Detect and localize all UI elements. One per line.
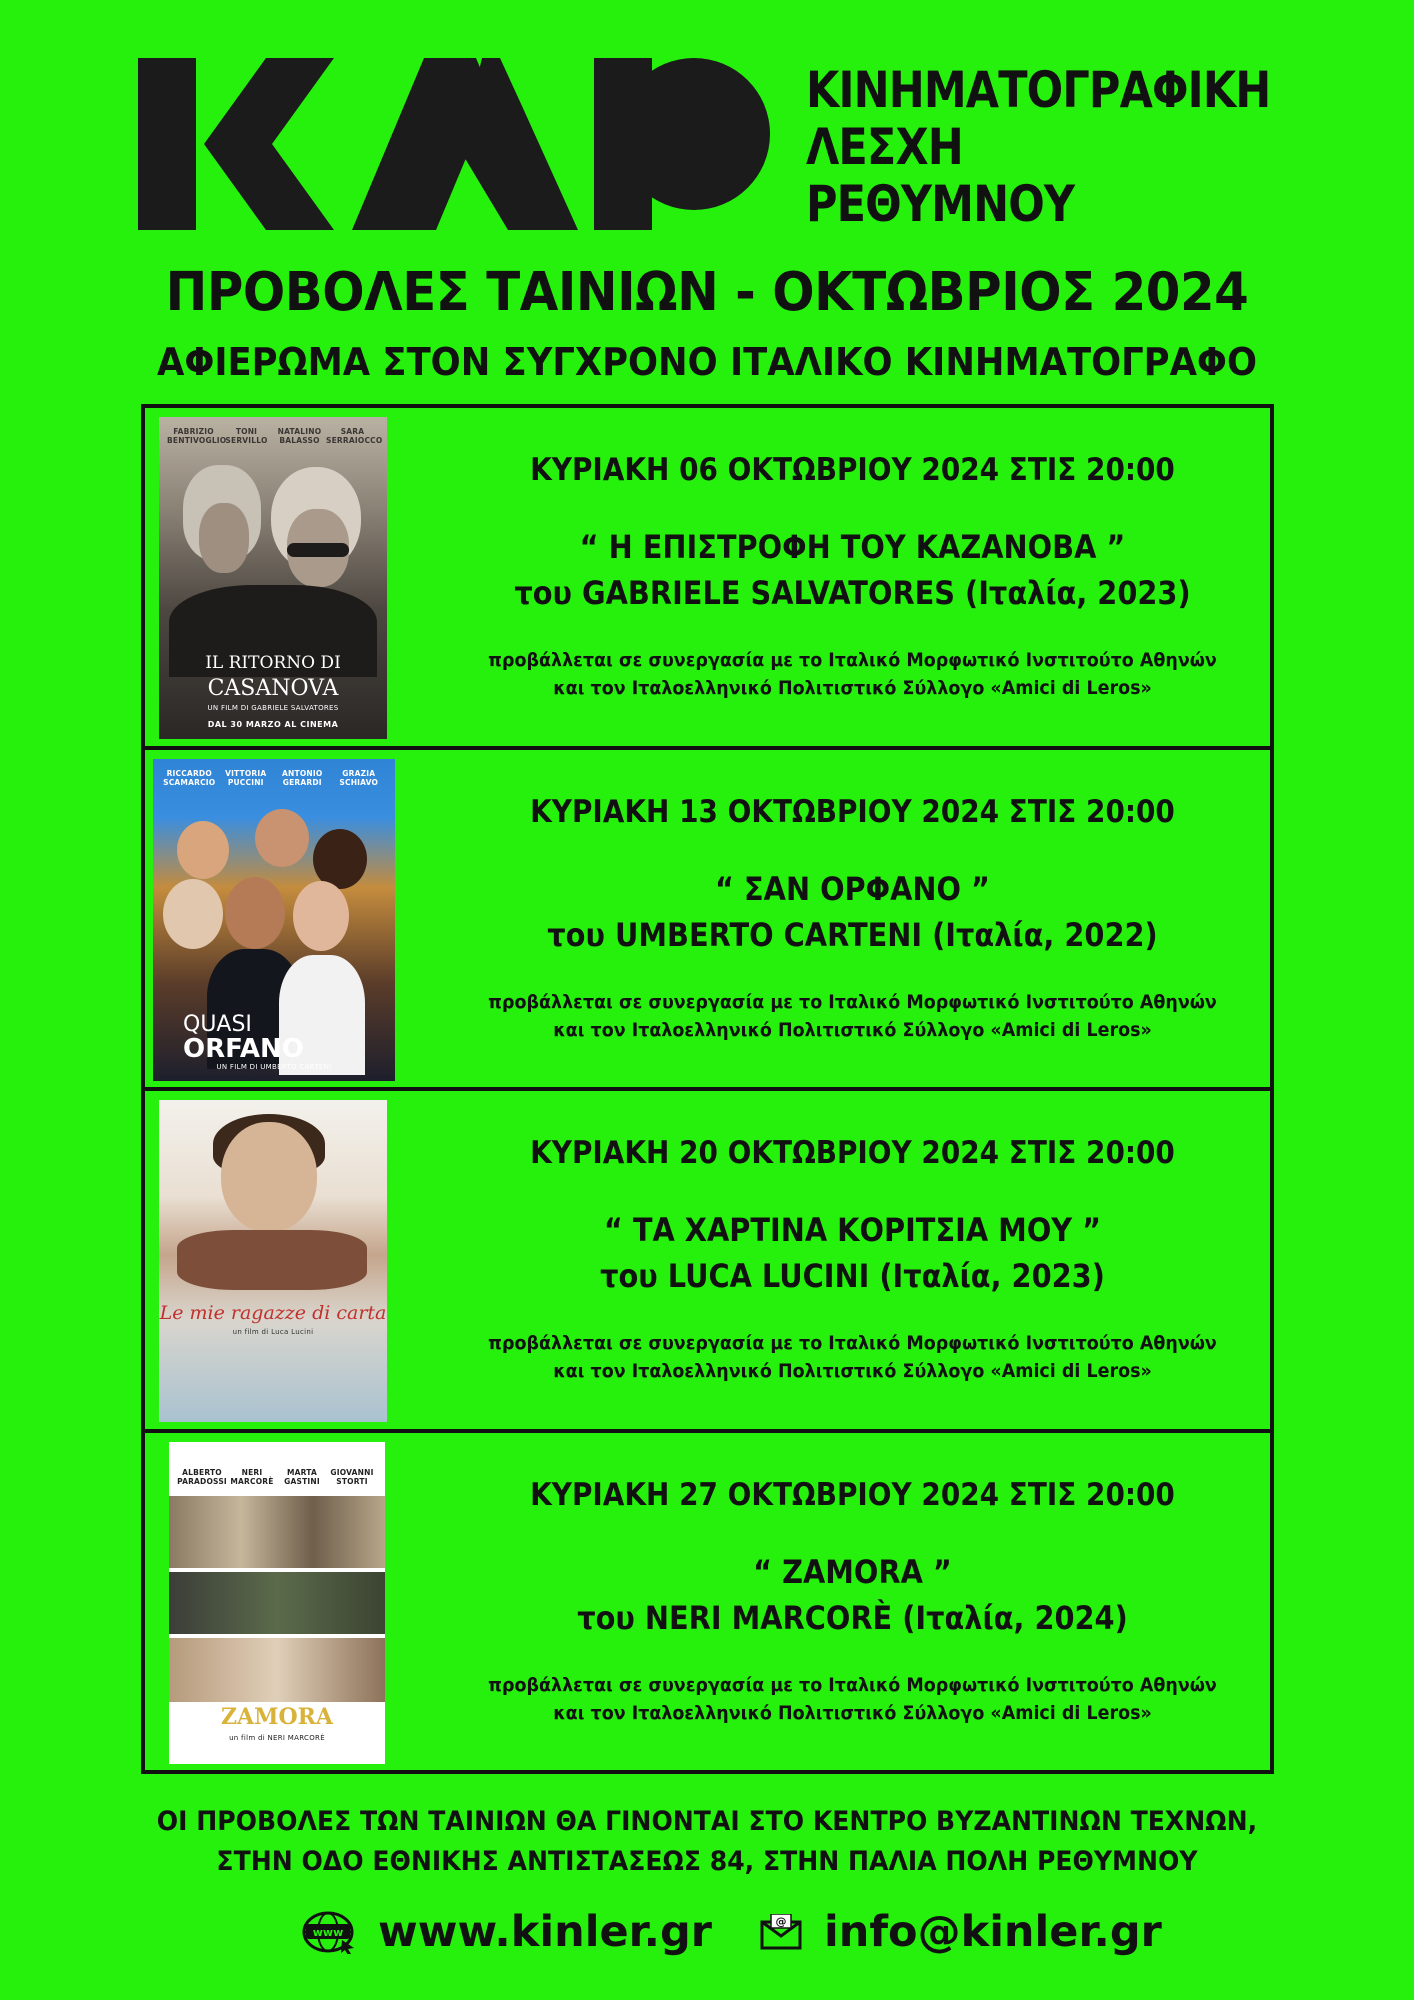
poster-cast xyxy=(167,427,383,445)
poster-title-line: ORFANO xyxy=(183,1033,304,1064)
envelope-at-icon xyxy=(760,1914,802,1950)
website-link[interactable] xyxy=(302,1900,712,1964)
poster-figure xyxy=(177,1230,367,1290)
club-name xyxy=(806,62,1270,233)
club-name-line-1: ΚΙΝΗΜΑΤΟΓΡΑΦΙΚΗ xyxy=(806,61,1271,119)
film-title: “ ΤΑ ΧΑΡΤΙΝΑ ΚΟΡΙΤΣΙΑ ΜΟΥ ” xyxy=(603,1211,1102,1249)
screening-row xyxy=(145,750,1270,1092)
screening-info xyxy=(445,408,1260,746)
film-poster xyxy=(159,417,387,739)
poster-tagline: DAL 30 MARZO AL CINEMA xyxy=(207,720,339,729)
contact-row xyxy=(0,1900,1414,1964)
film-director: του LUCA LUCINI (Ιταλία, 2023) xyxy=(600,1257,1105,1295)
poster-cast-name: MARTA GASTINI xyxy=(284,1467,320,1486)
club-name-line-3: ΡΕΘΥΜΝΟΥ xyxy=(806,175,1075,233)
screening-date: ΚΥΡΙΑΚΗ 13 ΟΚΤΩΒΡΙΟΥ 2024 ΣΤΙΣ 20:00 xyxy=(530,793,1175,830)
partnership-note-line: προβάλλεται σε συνεργασία με το Ιταλικό Μορφωτικό Ινστιτούτο Αθηνών xyxy=(488,649,1217,671)
screening-date: ΚΥΡΙΑΚΗ 27 ΟΚΤΩΒΡΙΟΥ 2024 ΣΤΙΣ 20:00 xyxy=(530,1476,1175,1513)
partnership-note xyxy=(478,988,1228,1044)
poster-cast-name: NERI MARCORÈ xyxy=(230,1467,274,1486)
poster-title: IL RITORNO DI xyxy=(205,653,341,673)
poster-figure xyxy=(293,881,349,951)
email-text: info@kinler.gr xyxy=(824,1907,1162,1957)
partnership-note-line: προβάλλεται σε συνεργασία με το Ιταλικό Μορφωτικό Ινστιτούτο Αθηνών xyxy=(488,1332,1217,1354)
poster-director: un film di Luca Lucini xyxy=(232,1328,314,1336)
screening-row xyxy=(145,408,1270,750)
film-poster xyxy=(169,1442,385,1764)
venue-info xyxy=(49,1802,1364,1882)
poster-title-line: QUASI xyxy=(183,1011,252,1037)
poster-cast-name: ALBERTO PARADOSSI xyxy=(177,1467,227,1486)
poster-cast-name: NATALINO BALASSO xyxy=(277,427,322,445)
poster-cast-name: VITTORIA PUCCINI xyxy=(225,768,267,787)
poster-title: CASANOVA xyxy=(207,676,339,701)
film-director: του UMBERTO CARTENI (Ιταλία, 2022) xyxy=(547,915,1158,954)
venue-line: ΟΙ ΠΡΟΒΟΛΕΣ ΤΩΝ ΤΑΙΝΙΩΝ ΘΑ ΓΙΝΟΝΤΑΙ ΣΤΟ ΚΕΝΤΡΟ ΒΥΖΑΝΤΙΝΩΝ ΤΕΧΝΩΝ, xyxy=(156,1806,1258,1837)
club-name-line-2: ΛΕΣΧΗ xyxy=(806,118,963,176)
poster-director: UN FILM DI GABRIELE SALVATORES xyxy=(207,704,339,712)
film-title: “ ZAMORA ” xyxy=(753,1552,952,1591)
poster-cast-name: TONI SERVILLO xyxy=(225,427,268,445)
poster-cast xyxy=(161,769,387,787)
poster-title: Le mie ragazze di carta xyxy=(159,1302,387,1324)
partnership-note-line: και τον Ιταλοελληνικό Πολιτιστικό Σύλλογο «Amici di Leros» xyxy=(553,677,1152,699)
poster-cast-name: SARA SERRAIOCCO xyxy=(326,427,383,445)
poster-cast-name: FABRIZIO BENTIVOGLIO xyxy=(167,427,227,445)
partnership-note xyxy=(478,646,1228,702)
screening-info xyxy=(445,750,1260,1088)
poster-photo-band xyxy=(169,1572,385,1634)
partnership-note xyxy=(478,1671,1228,1727)
poster-cast-name: GRAZIA SCHIAVO xyxy=(339,768,379,787)
partnership-note-line: και τον Ιταλοελληνικό Πολιτιστικό Σύλλογο «Amici di Leros» xyxy=(553,1360,1152,1382)
poster-figure xyxy=(225,877,285,949)
club-logo xyxy=(138,58,770,230)
film-poster xyxy=(153,759,395,1081)
poster-title xyxy=(153,1011,395,1064)
svg-text:www: www xyxy=(312,1926,344,1939)
partnership-note-line: και τον Ιταλοελληνικό Πολιτιστικό Σύλλογο «Amici di Leros» xyxy=(553,1018,1152,1041)
film-poster xyxy=(159,1100,387,1422)
globe-www-icon xyxy=(302,1910,356,1954)
poster-cast-name: GIOVANNI STORTI xyxy=(330,1467,374,1486)
venue-line: ΣΤΗΝ ΟΔΟ ΕΘΝΙΚΗΣ ΑΝΤΙΣΤΑΣΕΩΣ 84, ΣΤΗΝ ΠΑΛΙΑ ΠΟΛΗ ΡΕΘΥΜΝΟΥ xyxy=(216,1846,1198,1877)
screening-date: ΚΥΡΙΑΚΗ 06 ΟΚΤΩΒΡΙΟΥ 2024 ΣΤΙΣ 20:00 xyxy=(530,452,1175,488)
screening-row xyxy=(145,1433,1270,1771)
partnership-note xyxy=(478,1329,1228,1385)
svg-text:@: @ xyxy=(775,1915,787,1928)
website-text: www.kinler.gr xyxy=(378,1907,713,1957)
program-title: ΠΡΟΒΟΛΕΣ ΤΑΙΝΙΩΝ - ΟΚΤΩΒΡΙΟΣ 2024 xyxy=(165,262,1249,323)
poster-figure xyxy=(313,829,367,889)
poster-figure xyxy=(255,809,309,867)
film-title: “ Η ΕΠΙΣΤΡΟΦΗ ΤΟΥ ΚΑΖΑΝΟΒΑ ” xyxy=(579,528,1126,566)
partnership-note-line: προβάλλεται σε συνεργασία με το Ιταλικό Μορφωτικό Ινστιτούτο Αθηνών xyxy=(488,1673,1217,1696)
film-title: “ ΣΑΝ ΟΡΦΑΝΟ ” xyxy=(715,869,990,908)
poster-figure xyxy=(163,879,223,949)
poster-figure xyxy=(221,1122,317,1232)
screening-info xyxy=(445,1091,1260,1429)
email-link[interactable] xyxy=(760,1900,1162,1964)
partnership-note-line: και τον Ιταλοελληνικό Πολιτιστικό Σύλλογο «Amici di Leros» xyxy=(553,1701,1152,1724)
poster-figure xyxy=(199,503,249,573)
poster-cast-name: RICCARDO SCAMARCIO xyxy=(163,768,216,787)
poster-figure xyxy=(177,821,229,879)
partnership-note-line: προβάλλεται σε συνεργασία με το Ιταλικό Μορφωτικό Ινστιτούτο Αθηνών xyxy=(488,990,1217,1013)
program-subtitle: ΑΦΙΕΡΩΜΑ ΣΤΟΝ ΣΥΓΧΡΟΝΟ ΙΤΑΛΙΚΟ ΚΙΝΗΜΑΤΟΓΡΑΦΟ xyxy=(156,340,1258,384)
poster-cast-name: ANTONIO GERARDI xyxy=(282,768,323,787)
poster-director: un film di NERI MARCORÈ xyxy=(229,1733,325,1742)
poster-cast xyxy=(177,1468,377,1486)
screening-row xyxy=(145,1091,1270,1433)
screenings-table xyxy=(141,404,1274,1774)
poster-photo-band xyxy=(169,1638,385,1702)
poster-director: UN FILM DI UMBERTO CARTENI xyxy=(216,1062,332,1071)
screening-info xyxy=(445,1433,1260,1771)
poster-photo-band xyxy=(169,1496,385,1568)
film-director: του GABRIELE SALVATORES (Ιταλία, 2023) xyxy=(514,574,1191,612)
screening-date: ΚΥΡΙΑΚΗ 20 ΟΚΤΩΒΡΙΟΥ 2024 ΣΤΙΣ 20:00 xyxy=(530,1135,1175,1171)
poster-title: ZAMORA xyxy=(221,1703,333,1730)
film-director: του NERI MARCORÈ (Ιταλία, 2024) xyxy=(577,1598,1128,1637)
poster-figure xyxy=(287,543,349,557)
